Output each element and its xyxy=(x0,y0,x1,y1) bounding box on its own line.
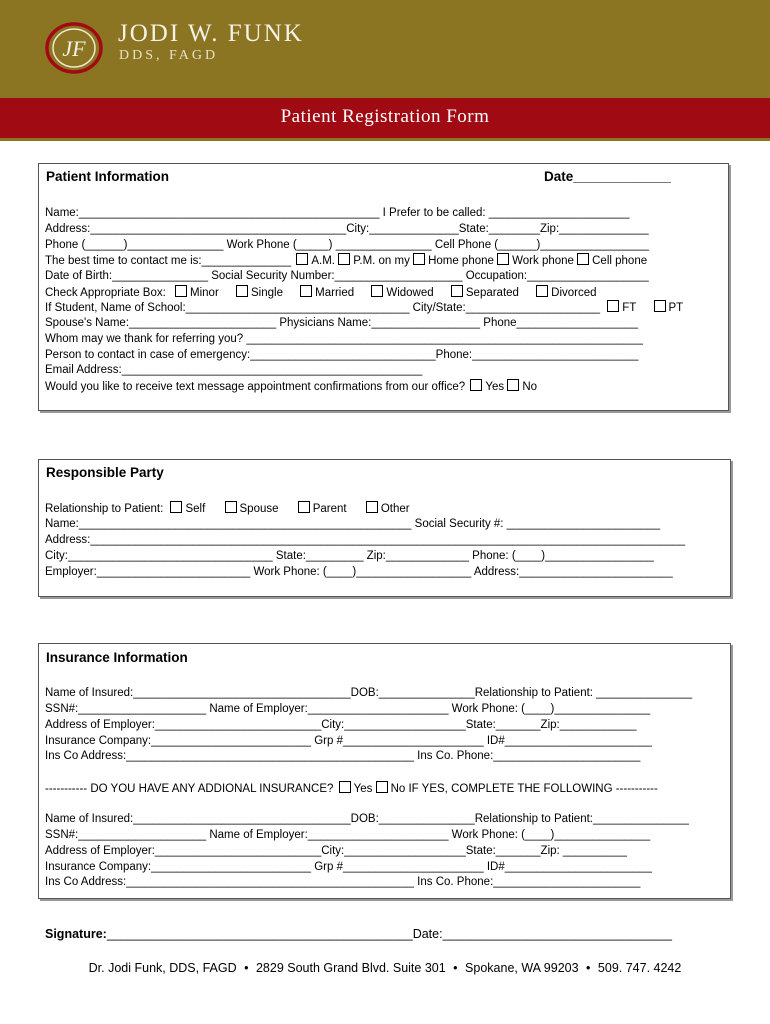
ft-checkbox[interactable] xyxy=(607,300,619,312)
contact-time-line xyxy=(45,253,647,268)
text-message-line xyxy=(45,379,537,394)
text-message-question: Would you like to receive text message appointment confirmations from our office? xyxy=(45,381,466,393)
spouse-line[interactable]: Spouse's Name:_______________________ Physicians Name:_________________ Phone___________________ xyxy=(45,317,639,329)
married-label: Married xyxy=(315,287,355,299)
name-line[interactable]: Name:_______________________________________________ I Prefer to be called: ______________________ xyxy=(45,207,630,219)
marital-status-line xyxy=(45,285,597,300)
separated-label: Separated xyxy=(465,287,519,299)
school-field[interactable]: If Student, Name of School:___________________________________ City/State:_____________________ xyxy=(45,302,601,314)
birth-line[interactable]: Date of Birth:_______________ Social Security Number:____________________ Occupation:___________________ xyxy=(45,270,649,282)
logo xyxy=(44,21,104,75)
primary-employer-address-line[interactable]: Address of Employer:__________________________City:___________________State:_______Zip:____________ xyxy=(45,719,637,731)
bullet-separator: • xyxy=(453,961,458,975)
text-yes-checkbox[interactable] xyxy=(470,379,482,391)
other-checkbox[interactable] xyxy=(366,501,378,513)
parent-checkbox[interactable] xyxy=(298,501,310,513)
primary-ins-address-line[interactable]: Ins Co Address:_____________________________________________ Ins Co. Phone:_______________________ xyxy=(45,750,641,762)
school-line xyxy=(45,300,683,315)
widowed-checkbox[interactable] xyxy=(371,285,383,297)
pt-checkbox[interactable] xyxy=(654,300,666,312)
responsible-address-line[interactable]: Address:_____________________________________________________________________________________________ xyxy=(45,534,686,546)
parent-label: Parent xyxy=(312,503,347,515)
home-phone-label: Home phone xyxy=(428,255,494,267)
secondary-company-line[interactable]: Insurance Company:_________________________ Grp #______________________ ID#_______________________ xyxy=(45,861,652,873)
additional-no-checkbox[interactable] xyxy=(376,781,388,793)
primary-insured-line[interactable]: Name of Insured:__________________________________DOB:_______________Relationship to Patient: _______________ xyxy=(45,687,693,699)
responsible-name-line[interactable]: Name:____________________________________________________ Social Security #: ________________________ xyxy=(45,518,661,530)
primary-ssn-line[interactable]: SSN#:____________________ Name of Employer:______________________ Work Phone: (____)_______________ xyxy=(45,703,651,715)
single-label: Single xyxy=(251,287,283,299)
date-field[interactable]: Date_____________ xyxy=(544,169,671,184)
contact-time-label[interactable]: The best time to contact me is:______________ xyxy=(45,255,292,267)
am-label: A.M. xyxy=(311,255,335,267)
footer-phone: 509. 747. 4242 xyxy=(597,961,682,975)
marital-status-label: Check Appropriate Box: xyxy=(45,287,166,299)
email-line[interactable]: Email Address:_______________________________________________ xyxy=(45,364,423,376)
additional-no-label: No xyxy=(390,783,406,795)
other-label: Other xyxy=(380,503,410,515)
responsible-city-line[interactable]: City:________________________________ State:_________ Zip:_____________ Phone: (____)_________________ xyxy=(45,550,654,562)
footer-contact xyxy=(0,961,770,975)
divorced-label: Divorced xyxy=(551,287,597,299)
additional-yes-label: Yes xyxy=(353,783,373,795)
cell-phone-checkbox[interactable] xyxy=(577,253,589,265)
additional-insurance-line xyxy=(45,781,658,796)
section-title: Responsible Party xyxy=(46,465,164,480)
signature-label: Signature: xyxy=(45,927,107,941)
pm-label: P.M. on my xyxy=(353,255,410,267)
responsible-party-section xyxy=(38,459,731,597)
minor-checkbox[interactable] xyxy=(175,285,187,297)
header-banner xyxy=(0,0,770,98)
secondary-ins-address-line[interactable]: Ins Co Address:_____________________________________________ Ins Co. Phone:_______________________ xyxy=(45,876,641,888)
responsible-employer-line[interactable]: Employer:________________________ Work Phone: (____)__________________ Address:________________________ xyxy=(45,566,673,578)
spouse-label: Spouse xyxy=(239,503,279,515)
address-line[interactable]: Address:________________________________________City:______________State:________Zip:______________ xyxy=(45,223,649,235)
doctor-credentials: DDS, FAGD xyxy=(119,48,219,63)
footer-city: Spokane, WA 99203 xyxy=(465,961,579,975)
insurance-information-section xyxy=(38,643,731,899)
secondary-ssn-line[interactable]: SSN#:____________________ Name of Employer:______________________ Work Phone: (____)_______________ xyxy=(45,829,651,841)
widowed-label: Widowed xyxy=(386,287,434,299)
pm-checkbox[interactable] xyxy=(338,253,350,265)
signature-date-label: Date: xyxy=(412,927,443,941)
work-phone-checkbox[interactable] xyxy=(497,253,509,265)
secondary-employer-address-line[interactable]: Address of Employer:__________________________City:___________________State:_______Zip: __________ xyxy=(45,845,627,857)
cell-phone-label: Cell phone xyxy=(592,255,648,267)
work-phone-label: Work phone xyxy=(512,255,574,267)
ft-label: FT xyxy=(622,302,637,314)
referral-line[interactable]: Whom may we thank for referring you? ______________________________________________________________ xyxy=(45,333,643,345)
spouse-checkbox[interactable] xyxy=(225,501,237,513)
relationship-label: Relationship to Patient: xyxy=(45,503,164,515)
signature-date-field[interactable]: _________________________________ xyxy=(442,927,673,941)
emergency-contact-line[interactable]: Person to contact in case of emergency:_____________________________Phone:__________________________ xyxy=(45,349,639,361)
text-no-checkbox[interactable] xyxy=(507,379,519,391)
home-phone-checkbox[interactable] xyxy=(413,253,425,265)
text-no-label: No xyxy=(522,381,538,393)
text-yes-label: Yes xyxy=(485,381,505,393)
section-title: Insurance Information xyxy=(46,650,188,665)
pt-label: PT xyxy=(668,302,684,314)
phone-line[interactable]: Phone (______)_______________ Work Phone (_____) _______________ Cell Phone (______)_________________ xyxy=(45,239,650,251)
divorced-checkbox[interactable] xyxy=(536,285,548,297)
minor-label: Minor xyxy=(190,287,219,299)
additional-insurance-instruction: IF YES, COMPLETE THE FOLLOWING ----------- xyxy=(405,783,658,795)
secondary-insured-line[interactable]: Name of Insured:__________________________________DOB:_______________Relationship to Patient:_______________ xyxy=(45,813,689,825)
logo-monogram: JF xyxy=(62,36,86,61)
monogram-seal-icon xyxy=(44,21,104,75)
bullet-separator: • xyxy=(244,961,249,975)
patient-information-section xyxy=(38,163,729,411)
separated-checkbox[interactable] xyxy=(451,285,463,297)
footer-doctor-name: Dr. Jodi Funk, DDS, FAGD xyxy=(88,961,237,975)
self-checkbox[interactable] xyxy=(170,501,182,513)
section-title: Patient Information xyxy=(46,169,170,184)
primary-company-line[interactable]: Insurance Company:_________________________ Grp #______________________ ID#_______________________ xyxy=(45,735,652,747)
relationship-line xyxy=(45,501,410,516)
doctor-name: JODI W. FUNK xyxy=(118,20,304,47)
additional-yes-checkbox[interactable] xyxy=(339,781,351,793)
signature-field[interactable]: ____________________________________________ xyxy=(106,927,413,941)
footer-address: 2829 South Grand Blvd. Suite 301 xyxy=(255,961,446,975)
additional-insurance-question: ----------- DO YOU HAVE ANY ADDIONAL INSURANCE? xyxy=(45,783,334,795)
signature-line xyxy=(45,927,672,941)
form-title: Patient Registration Form xyxy=(280,106,490,127)
self-label: Self xyxy=(185,503,206,515)
single-checkbox[interactable] xyxy=(236,285,248,297)
title-band xyxy=(0,98,770,141)
am-checkbox[interactable] xyxy=(296,253,308,265)
bullet-separator: • xyxy=(586,961,591,975)
married-checkbox[interactable] xyxy=(300,285,312,297)
